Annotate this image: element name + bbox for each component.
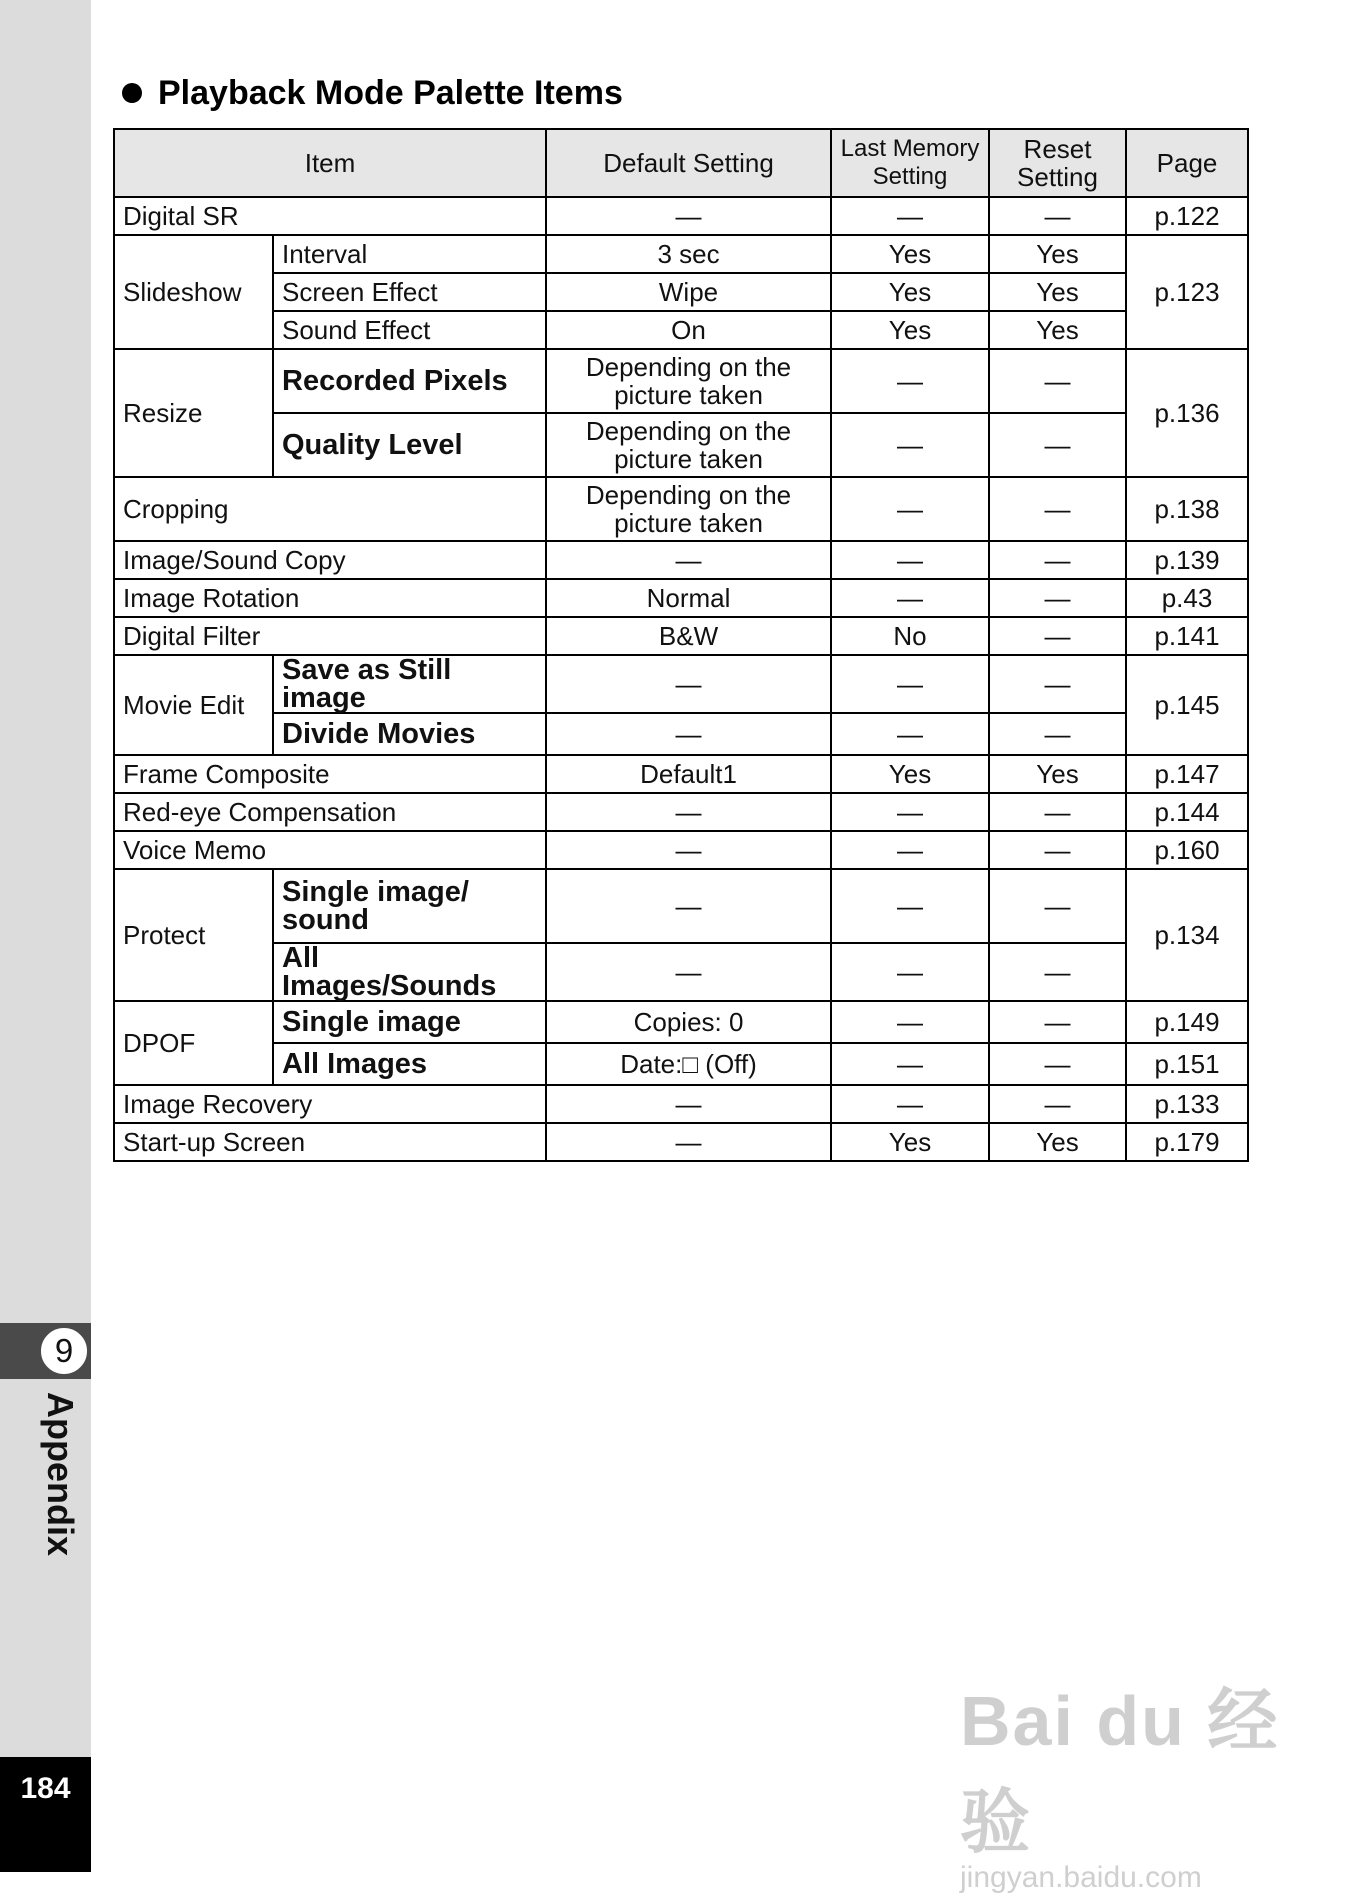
table-row xyxy=(114,273,1248,311)
reset-cell: — xyxy=(989,477,1126,541)
table-row xyxy=(114,349,1248,413)
reset-cell: Yes xyxy=(989,755,1126,793)
item-cell: Digital Filter xyxy=(114,617,546,655)
table-row xyxy=(114,1001,1248,1043)
page-cell: p.136 xyxy=(1126,349,1248,477)
chapter-label: Appendix xyxy=(40,1392,81,1557)
default-cell: — xyxy=(546,943,831,1001)
sub-item-cell: Divide Movies xyxy=(273,713,546,755)
item-cell: Start-up Screen xyxy=(114,1123,546,1161)
memory-cell: — xyxy=(831,413,989,477)
default-cell: Normal xyxy=(546,579,831,617)
memory-cell: — xyxy=(831,869,989,943)
item-cell: Voice Memo xyxy=(114,831,546,869)
memory-cell: — xyxy=(831,1043,989,1085)
chapter-number: 9 xyxy=(39,1326,89,1376)
watermark-logo: Bai du 经验 xyxy=(960,1682,1280,1861)
group-item-cell: DPOF xyxy=(114,1001,273,1085)
default-cell: Wipe xyxy=(546,273,831,311)
memory-cell: — xyxy=(831,477,989,541)
reset-cell: Yes xyxy=(989,1123,1126,1161)
table-row xyxy=(114,869,1248,943)
sub-item-cell: All Images xyxy=(273,1043,546,1085)
sub-item-cell: All Images/Sounds xyxy=(273,943,546,1001)
default-cell: Default1 xyxy=(546,755,831,793)
table-row xyxy=(114,755,1248,793)
page-cell: p.123 xyxy=(1126,235,1248,349)
default-cell: — xyxy=(546,713,831,755)
group-item-cell: Slideshow xyxy=(114,235,273,349)
default-cell: — xyxy=(546,197,831,235)
watermark-url: jingyan.baidu.com xyxy=(960,1861,1202,1894)
reset-cell: — xyxy=(989,1043,1126,1085)
sub-item-cell: Quality Level xyxy=(273,413,546,477)
table-row xyxy=(114,413,1248,477)
table-row xyxy=(114,1123,1248,1161)
page-cell: p.134 xyxy=(1126,869,1248,1001)
section-heading xyxy=(122,68,623,118)
memory-cell: Yes xyxy=(831,1123,989,1161)
sub-item-cell: Single image xyxy=(273,1001,546,1043)
table-row xyxy=(114,197,1248,235)
heading-text: Playback Mode Palette Items xyxy=(158,73,623,112)
page-cell: p.144 xyxy=(1126,793,1248,831)
sub-item-cell: Single image/ sound xyxy=(273,869,546,943)
group-item-cell: Protect xyxy=(114,869,273,1001)
memory-cell: — xyxy=(831,1001,989,1043)
default-cell: 3 sec xyxy=(546,235,831,273)
table-header-row xyxy=(114,129,1248,197)
item-cell: Red-eye Compensation xyxy=(114,793,546,831)
page-cell: p.149 xyxy=(1126,1001,1248,1043)
default-cell: Depending on the picture taken xyxy=(546,477,831,541)
sub-item-cell: Sound Effect xyxy=(273,311,546,349)
default-cell: Depending on the picture taken xyxy=(546,349,831,413)
memory-cell: — xyxy=(831,541,989,579)
memory-cell: Yes xyxy=(831,235,989,273)
sub-item-cell: Save as Still image xyxy=(273,655,546,713)
table-row xyxy=(114,943,1248,1001)
header-default-setting: Default Setting xyxy=(546,129,831,197)
memory-cell: — xyxy=(831,655,989,713)
default-cell: On xyxy=(546,311,831,349)
default-cell: Depending on the picture taken xyxy=(546,413,831,477)
table-row xyxy=(114,793,1248,831)
memory-cell: — xyxy=(831,831,989,869)
header-item: Item xyxy=(114,129,546,197)
default-cell: Date:□ (Off) xyxy=(546,1043,831,1085)
header-page: Page xyxy=(1126,129,1248,197)
reset-cell: Yes xyxy=(989,311,1126,349)
page-cell: p.133 xyxy=(1126,1085,1248,1123)
page-cell: p.122 xyxy=(1126,197,1248,235)
group-item-cell: Resize xyxy=(114,349,273,477)
default-cell: — xyxy=(546,1085,831,1123)
header-reset-setting: Reset Setting xyxy=(989,129,1126,197)
item-cell: Digital SR xyxy=(114,197,546,235)
reset-cell: — xyxy=(989,1001,1126,1043)
memory-cell: Yes xyxy=(831,273,989,311)
reset-cell: — xyxy=(989,197,1126,235)
reset-cell: — xyxy=(989,413,1126,477)
reset-cell: — xyxy=(989,1085,1126,1123)
memory-cell: No xyxy=(831,617,989,655)
default-cell: — xyxy=(546,831,831,869)
table-row xyxy=(114,311,1248,349)
palette-items-table xyxy=(113,128,1249,1162)
memory-cell: Yes xyxy=(831,755,989,793)
page-cell: p.43 xyxy=(1126,579,1248,617)
memory-cell: — xyxy=(831,579,989,617)
table-row xyxy=(114,477,1248,541)
page-cell: p.147 xyxy=(1126,755,1248,793)
reset-cell: — xyxy=(989,713,1126,755)
reset-cell: Yes xyxy=(989,273,1126,311)
memory-cell: — xyxy=(831,793,989,831)
table-row xyxy=(114,1043,1248,1085)
reset-cell: — xyxy=(989,349,1126,413)
bullet-icon xyxy=(122,83,142,103)
table-row xyxy=(114,831,1248,869)
reset-cell: — xyxy=(989,541,1126,579)
sub-item-cell: Recorded Pixels xyxy=(273,349,546,413)
page-cell: p.160 xyxy=(1126,831,1248,869)
table-row xyxy=(114,655,1248,713)
memory-cell: — xyxy=(831,349,989,413)
page-cell: p.179 xyxy=(1126,1123,1248,1161)
default-cell: Copies: 0 xyxy=(546,1001,831,1043)
sub-item-cell: Screen Effect xyxy=(273,273,546,311)
memory-cell: — xyxy=(831,197,989,235)
default-cell: — xyxy=(546,869,831,943)
memory-cell: — xyxy=(831,943,989,1001)
table-row xyxy=(114,1085,1248,1123)
default-cell: — xyxy=(546,541,831,579)
item-cell: Image Recovery xyxy=(114,1085,546,1123)
default-cell: B&W xyxy=(546,617,831,655)
table-row xyxy=(114,235,1248,273)
baidu-watermark xyxy=(960,1665,1290,1894)
table-row xyxy=(114,617,1248,655)
table-row xyxy=(114,579,1248,617)
reset-cell: — xyxy=(989,617,1126,655)
header-last-memory: Last Memory Setting xyxy=(831,129,989,197)
item-cell: Image Rotation xyxy=(114,579,546,617)
item-cell: Frame Composite xyxy=(114,755,546,793)
reset-cell: — xyxy=(989,793,1126,831)
reset-cell: — xyxy=(989,831,1126,869)
sub-item-cell: Interval xyxy=(273,235,546,273)
table-row xyxy=(114,541,1248,579)
page-cell: p.139 xyxy=(1126,541,1248,579)
reset-cell: Yes xyxy=(989,235,1126,273)
reset-cell: — xyxy=(989,655,1126,713)
reset-cell: — xyxy=(989,579,1126,617)
page-cell: p.145 xyxy=(1126,655,1248,755)
default-cell: — xyxy=(546,655,831,713)
page-number: 184 xyxy=(20,1772,71,1805)
item-cell: Image/Sound Copy xyxy=(114,541,546,579)
item-cell: Cropping xyxy=(114,477,546,541)
memory-cell: Yes xyxy=(831,311,989,349)
page-cell: p.138 xyxy=(1126,477,1248,541)
default-cell: — xyxy=(546,793,831,831)
reset-cell: — xyxy=(989,869,1126,943)
table-row xyxy=(114,713,1248,755)
default-cell: — xyxy=(546,1123,831,1161)
memory-cell: — xyxy=(831,1085,989,1123)
group-item-cell: Movie Edit xyxy=(114,655,273,755)
reset-cell: — xyxy=(989,943,1126,1001)
memory-cell: — xyxy=(831,713,989,755)
page-cell: p.141 xyxy=(1126,617,1248,655)
page-cell: p.151 xyxy=(1126,1043,1248,1085)
